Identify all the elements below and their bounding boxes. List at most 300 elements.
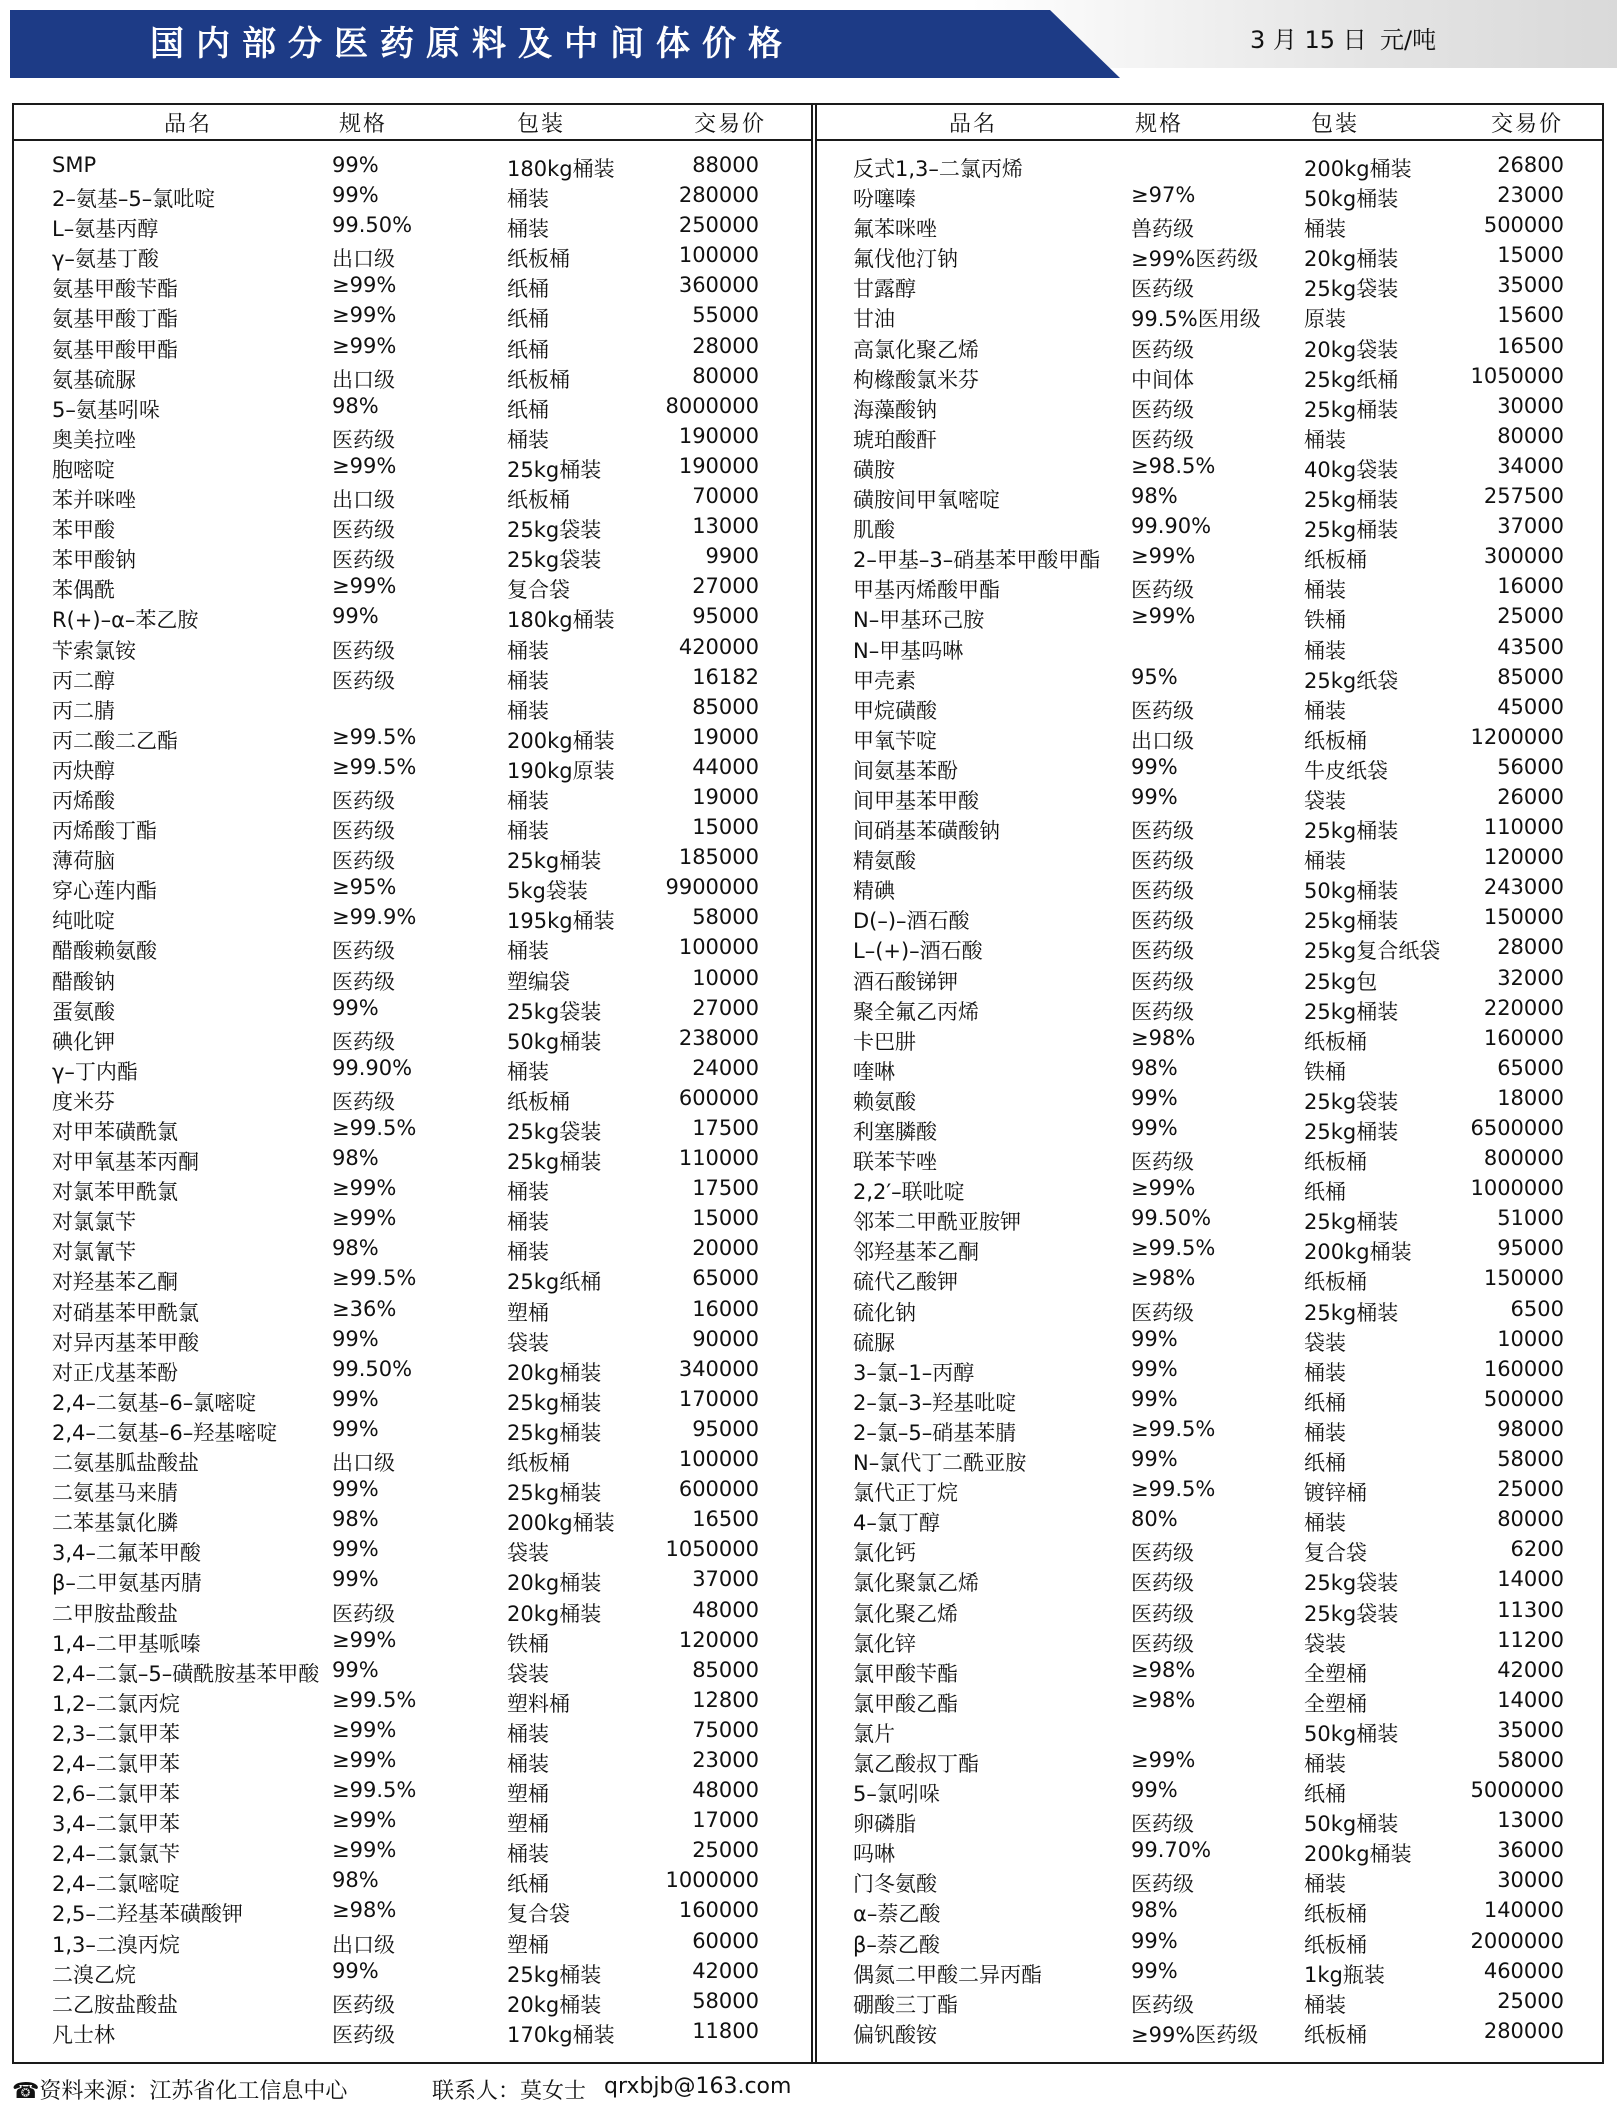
product-name: 联苯苄唑 — [853, 1150, 937, 1175]
product-name: L–(+)–酒石酸 — [853, 939, 983, 964]
table-row — [14, 1806, 811, 1836]
product-name: 3,4–二氟苯甲酸 — [52, 1541, 201, 1566]
product-name: 薄荷脑 — [52, 849, 115, 874]
product-spec: 中间体 — [1131, 367, 1194, 392]
product-spec: ≥99% — [1131, 544, 1196, 569]
product-name: 偶氮二甲酸二异丙酯 — [853, 1962, 1042, 1987]
product-name: 邻羟基苯乙酮 — [853, 1240, 979, 1265]
product-price: 30000 — [1497, 393, 1564, 418]
product-package: 桶装 — [1304, 1872, 1346, 1897]
table-row — [14, 813, 811, 843]
product-price: 500000 — [1483, 1386, 1564, 1411]
product-spec: 医药级 — [1131, 1571, 1194, 1596]
product-package: 180kg桶装 — [507, 157, 615, 181]
product-name: 1,3–二溴丙烷 — [52, 1932, 180, 1957]
product-spec: 99.70% — [1131, 1838, 1212, 1863]
product-name: 1,2–二氯丙烷 — [52, 1691, 180, 1716]
product-name: 苯偶酰 — [52, 578, 115, 603]
product-package: 纸板桶 — [507, 367, 570, 392]
product-price: 120000 — [1483, 845, 1564, 870]
table-row — [817, 1716, 1604, 1746]
table-row — [14, 964, 811, 994]
product-name: 2,4–二氯嘧啶 — [52, 1872, 180, 1897]
product-price: 15000 — [692, 815, 759, 840]
product-spec: 99% — [1131, 784, 1178, 809]
product-name: 2,2′–联吡啶 — [853, 1180, 965, 1205]
product-name: 度米芬 — [52, 1089, 115, 1114]
product-spec: 医药级 — [1131, 1300, 1194, 1325]
product-package: 纸板桶 — [1304, 1932, 1367, 1957]
product-spec: 医药级 — [332, 548, 395, 573]
product-name: 间甲基苯甲酸 — [853, 788, 979, 813]
product-spec: 医药级 — [332, 969, 395, 994]
product-price: 51000 — [1497, 1206, 1564, 1231]
product-name: 苄索氯铵 — [52, 638, 136, 663]
product-spec: ≥99.5% — [332, 1687, 417, 1712]
product-name: 门冬氨酸 — [853, 1872, 937, 1897]
table-row — [817, 362, 1604, 392]
product-package: 纸板桶 — [507, 247, 570, 272]
table-row — [14, 1776, 811, 1806]
product-price: 120000 — [678, 1627, 759, 1652]
product-package: 50kg桶装 — [1304, 1721, 1399, 1746]
product-name: 甲基丙烯酸甲酯 — [853, 578, 1000, 603]
product-name: N–甲基吗啉 — [853, 638, 964, 663]
product-name: β–二甲氨基丙腈 — [52, 1571, 202, 1596]
product-name: 丙二腈 — [52, 698, 115, 723]
product-price: 27000 — [692, 574, 759, 599]
product-price: 95000 — [1497, 1236, 1564, 1261]
product-name: 肌酸 — [853, 518, 895, 543]
table-row — [817, 1776, 1604, 1806]
table-row — [817, 211, 1604, 241]
product-package: 桶装 — [1304, 1511, 1346, 1536]
product-name: 二甲胺盐酸盐 — [52, 1601, 178, 1626]
product-name: 间硝基苯磺酸钠 — [853, 819, 1000, 844]
price-unit: 元/吨 — [1380, 26, 1437, 54]
product-spec: 98% — [332, 1146, 379, 1171]
product-package: 桶装 — [1304, 1360, 1346, 1385]
table-row — [14, 1295, 811, 1325]
product-name: 丙烯酸 — [52, 788, 115, 813]
table-row — [14, 1987, 811, 2017]
product-price: 24000 — [692, 1055, 759, 1080]
product-price: 85000 — [1497, 664, 1564, 689]
table-row — [817, 512, 1604, 542]
product-package: 袋装 — [507, 1330, 549, 1355]
col-header-price: 交易价 — [694, 112, 767, 137]
product-spec: ≥99% — [332, 333, 397, 358]
product-name: 氨基甲酸甲酯 — [52, 337, 178, 362]
product-spec: ≥99% — [332, 1747, 397, 1772]
product-spec: 99% — [332, 1657, 379, 1682]
product-spec: ≥99% — [332, 574, 397, 599]
product-price: 98000 — [1497, 1416, 1564, 1441]
product-package: 桶装 — [1304, 638, 1346, 663]
table-row — [14, 1114, 811, 1144]
product-name: 2–氨基–5–氯吡啶 — [52, 187, 216, 212]
product-spec: 医药级 — [332, 849, 395, 874]
contact-note: 联系人：莫女士 — [432, 2079, 587, 2104]
table-row — [14, 1234, 811, 1264]
product-name: 醋酸钠 — [52, 969, 115, 994]
product-name: 硫脲 — [853, 1330, 895, 1355]
product-package: 袋装 — [1304, 1330, 1346, 1355]
product-spec: 医药级 — [332, 427, 395, 452]
product-price: 170000 — [678, 1386, 759, 1411]
product-price: 10000 — [692, 965, 759, 990]
product-spec: ≥99% — [332, 1206, 397, 1231]
product-spec: 医药级 — [1131, 879, 1194, 904]
product-name: 卡巴肼 — [853, 1029, 916, 1054]
product-name: 高氯化聚乙烯 — [853, 337, 979, 362]
product-price: 17500 — [692, 1116, 759, 1140]
product-package: 复合袋 — [1304, 1541, 1367, 1566]
product-price: 190000 — [678, 423, 759, 448]
product-name: 2–氯–3–羟基吡啶 — [853, 1390, 1017, 1415]
product-package: 190kg原装 — [507, 758, 615, 783]
product-package: 180kg桶装 — [507, 608, 615, 633]
table-row — [14, 542, 811, 572]
table-row — [14, 1024, 811, 1054]
product-name: 甲氧苄啶 — [853, 728, 937, 753]
product-price: 14000 — [1497, 1687, 1564, 1712]
table-row — [14, 1866, 811, 1896]
product-spec: 99.50% — [332, 1356, 413, 1381]
product-name: 对氯苯甲酰氯 — [52, 1180, 178, 1205]
product-spec: 医药级 — [1131, 1812, 1194, 1837]
table-row — [14, 873, 811, 903]
product-package: 25kg桶装 — [1304, 999, 1399, 1024]
product-spec: 兽药级 — [1131, 217, 1194, 242]
product-price: 9900000 — [665, 875, 759, 900]
product-name: 琥珀酸酐 — [853, 427, 937, 452]
product-spec: ≥99% — [332, 1717, 397, 1742]
product-spec: 80% — [1131, 1507, 1178, 1532]
product-price: 16500 — [692, 1507, 759, 1532]
product-price: 25000 — [1497, 1477, 1564, 1502]
table-row — [817, 1264, 1604, 1294]
product-package: 50kg桶装 — [1304, 187, 1399, 212]
product-spec: ≥97% — [1131, 183, 1196, 208]
product-package: 纸桶 — [1304, 1451, 1346, 1476]
product-spec: 98% — [332, 1868, 379, 1893]
product-price: 34000 — [1497, 453, 1564, 478]
product-name: 3,4–二氯甲苯 — [52, 1812, 180, 1837]
table-row — [14, 362, 811, 392]
table-row — [817, 1505, 1604, 1535]
table-row — [14, 301, 811, 331]
product-package: 25kg桶装 — [507, 1390, 602, 1415]
product-spec: ≥98% — [1131, 1657, 1196, 1682]
report-date: 3 月 15 日 — [1250, 26, 1367, 54]
product-package: 桶装 — [1304, 849, 1346, 874]
product-price: 15000 — [692, 1206, 759, 1231]
product-spec: 出口级 — [332, 488, 395, 513]
table-row — [14, 241, 811, 271]
product-price: 55000 — [692, 303, 759, 328]
product-spec: 出口级 — [332, 247, 395, 272]
product-package: 20kg桶装 — [507, 1992, 602, 2017]
product-package: 袋装 — [1304, 1631, 1346, 1656]
product-price: 190000 — [678, 453, 759, 478]
product-price: 360000 — [678, 273, 759, 298]
product-package: 镀锌桶 — [1304, 1481, 1367, 1506]
product-price: 5000000 — [1470, 1778, 1564, 1803]
product-spec: ≥99% — [332, 453, 397, 478]
product-package: 50kg桶装 — [1304, 1812, 1399, 1837]
product-package: 桶装 — [1304, 427, 1346, 452]
product-spec: ≥99.5% — [1131, 1236, 1216, 1261]
product-package: 25kg纸袋 — [1304, 668, 1399, 693]
product-package: 纸桶 — [507, 1872, 549, 1897]
product-name: 海藻酸钠 — [853, 397, 937, 422]
table-row — [14, 422, 811, 452]
product-name: β–萘乙酸 — [853, 1932, 940, 1957]
table-row — [817, 271, 1604, 301]
product-name: 2,3–二氯甲苯 — [52, 1721, 180, 1746]
product-name: 二氨基马来腈 — [52, 1481, 178, 1506]
product-spec: 99% — [1131, 1116, 1178, 1140]
product-name: 聚全氟乙丙烯 — [853, 999, 979, 1024]
product-package: 牛皮纸袋 — [1304, 758, 1388, 783]
right-table — [817, 105, 1604, 2062]
product-price: 280000 — [678, 183, 759, 208]
product-spec: 医药级 — [1131, 849, 1194, 874]
product-spec: 99% — [1131, 754, 1178, 779]
product-price: 43500 — [1497, 634, 1564, 659]
product-spec: 99% — [332, 604, 379, 629]
product-spec: 99% — [1131, 1386, 1178, 1411]
product-price: 340000 — [678, 1356, 759, 1381]
table-row — [14, 1626, 811, 1656]
product-price: 85000 — [692, 694, 759, 719]
product-price: 36000 — [1497, 1838, 1564, 1863]
product-spec: 医药级 — [1131, 909, 1194, 934]
product-name: N–甲基环己胺 — [853, 608, 985, 633]
product-price: 42000 — [1497, 1657, 1564, 1682]
table-row — [817, 1445, 1604, 1475]
product-spec: 99% — [332, 1386, 379, 1411]
product-price: 11300 — [1497, 1597, 1564, 1622]
product-spec: 99% — [332, 1477, 379, 1502]
product-package: 25kg桶装 — [507, 1420, 602, 1445]
table-row — [14, 512, 811, 542]
page-header — [0, 0, 1617, 82]
table-row — [14, 181, 811, 211]
product-spec: ≥99.5% — [332, 1116, 417, 1140]
product-name: 3–氯–1–丙醇 — [853, 1360, 975, 1385]
product-package: 25kg袋装 — [507, 999, 602, 1024]
table-row — [14, 1896, 811, 1926]
table-row — [14, 452, 811, 482]
product-spec: 99% — [332, 1326, 379, 1351]
product-name: 5–氯吲哚 — [853, 1782, 940, 1807]
product-spec: ≥99% — [1131, 1747, 1196, 1772]
product-name: 氯甲酸乙酯 — [853, 1691, 958, 1716]
product-name: 硫化钠 — [853, 1300, 916, 1325]
product-spec: 医药级 — [1131, 427, 1194, 452]
product-spec: ≥99.5% — [332, 754, 417, 779]
product-name: 氯乙酸叔丁酯 — [853, 1751, 979, 1776]
product-spec: 99.50% — [1131, 1206, 1212, 1231]
product-price: 800000 — [1483, 1146, 1564, 1171]
table-row — [817, 783, 1604, 813]
product-spec: ≥36% — [332, 1296, 397, 1321]
product-package: 25kg袋装 — [1304, 1571, 1399, 1596]
product-spec: 医药级 — [1131, 1872, 1194, 1897]
product-price: 250000 — [678, 213, 759, 238]
product-package: 25kg纸桶 — [1304, 367, 1399, 392]
product-spec: 98% — [332, 1507, 379, 1532]
product-package: 袋装 — [507, 1661, 549, 1686]
table-row — [817, 633, 1604, 663]
product-price: 35000 — [1497, 1717, 1564, 1742]
product-price: 56000 — [1497, 754, 1564, 779]
table-row — [14, 1264, 811, 1294]
product-name: 二溴乙烷 — [52, 1962, 136, 1987]
product-price: 23000 — [1497, 183, 1564, 208]
product-price: 20000 — [692, 1236, 759, 1261]
product-name: 奥美拉唑 — [52, 427, 136, 452]
product-name: 枸橼酸氯米芬 — [853, 367, 979, 392]
product-spec: 医药级 — [1131, 969, 1194, 994]
product-price: 110000 — [678, 1146, 759, 1171]
product-name: 2,5–二羟基苯磺酸钾 — [52, 1902, 243, 1927]
table-row — [14, 1355, 811, 1385]
product-name: 卵磷脂 — [853, 1812, 916, 1837]
product-package: 25kg袋装 — [507, 548, 602, 573]
product-name: 凡士林 — [52, 2022, 115, 2047]
product-package: 全塑桶 — [1304, 1691, 1367, 1716]
product-price: 18000 — [1497, 1085, 1564, 1110]
product-package: 25kg袋装 — [1304, 1601, 1399, 1626]
product-price: 30000 — [1497, 1868, 1564, 1893]
product-price: 1050000 — [1470, 363, 1564, 388]
product-price: 17500 — [692, 1176, 759, 1201]
product-name: 甲烷磺酸 — [853, 698, 937, 723]
product-package: 25kg桶装 — [1304, 819, 1399, 844]
product-name: 二苯基氯化膦 — [52, 1511, 178, 1536]
table-row — [817, 1385, 1604, 1415]
product-name: SMP — [52, 153, 97, 177]
product-spec: ≥99% — [332, 1808, 397, 1833]
table-row — [14, 1716, 811, 1746]
product-package: 袋装 — [507, 1541, 549, 1566]
table-row — [817, 1746, 1604, 1776]
table-row — [817, 1144, 1604, 1174]
product-price: 140000 — [1483, 1898, 1564, 1923]
product-price: 160000 — [678, 1898, 759, 1923]
product-name: 对氯氰苄 — [52, 1240, 136, 1265]
product-price: 1000000 — [1470, 1176, 1564, 1201]
product-spec: 出口级 — [332, 1451, 395, 1476]
product-price: 28000 — [1497, 935, 1564, 960]
product-package: 复合袋 — [507, 578, 570, 603]
product-spec: ≥98.5% — [1131, 453, 1216, 478]
product-name: 4–氯丁醇 — [853, 1511, 940, 1536]
product-name: 对羟基苯乙酮 — [52, 1270, 178, 1295]
table-row — [14, 1054, 811, 1084]
product-package: 纸桶 — [1304, 1180, 1346, 1205]
product-name: 对氯氯苄 — [52, 1210, 136, 1235]
table-row — [14, 332, 811, 362]
product-spec: 医药级 — [1131, 1601, 1194, 1626]
product-name: 2–氯–5–硝基苯腈 — [853, 1420, 1017, 1445]
product-name: 胞嘧啶 — [52, 457, 115, 482]
product-name: 蛋氨酸 — [52, 999, 115, 1024]
product-spec: 出口级 — [332, 1932, 395, 1957]
table-row — [14, 723, 811, 753]
product-package: 桶装 — [507, 939, 549, 964]
product-package: 200kg桶装 — [1304, 1842, 1412, 1867]
product-spec: 98% — [1131, 484, 1178, 509]
product-price: 80000 — [1497, 423, 1564, 448]
product-price: 15600 — [1497, 303, 1564, 328]
table-row — [14, 753, 811, 783]
product-package: 桶装 — [1304, 217, 1346, 242]
product-spec: ≥99% — [1131, 1176, 1196, 1201]
product-name: 2,4–二氨基–6–氯嘧啶 — [52, 1390, 257, 1415]
table-row — [14, 663, 811, 693]
table-row — [817, 1866, 1604, 1896]
product-package: 桶装 — [1304, 1420, 1346, 1445]
product-spec: ≥98% — [1131, 1266, 1196, 1291]
product-name: 氯甲酸苄酯 — [853, 1661, 958, 1686]
product-package: 25kg袋装 — [1304, 277, 1399, 302]
product-price: 19000 — [692, 784, 759, 809]
source-note: ☎资料来源：江苏省化工信息中心 — [12, 2079, 348, 2104]
product-package: 40kg袋装 — [1304, 457, 1399, 482]
product-package: 桶装 — [507, 638, 549, 663]
product-price: 58000 — [692, 905, 759, 930]
product-price: 150000 — [1483, 1266, 1564, 1291]
product-price: 100000 — [678, 243, 759, 268]
product-package: 25kg袋装 — [507, 518, 602, 543]
product-package: 纸板桶 — [1304, 728, 1367, 753]
product-name: 丙炔醇 — [52, 758, 115, 783]
product-price: 45000 — [1497, 694, 1564, 719]
product-price: 11800 — [692, 2018, 759, 2043]
product-name: 氯片 — [853, 1721, 895, 1746]
product-name: 对硝基苯甲酰氯 — [52, 1300, 199, 1325]
product-spec: 医药级 — [332, 1992, 395, 2017]
product-name: 苯甲酸钠 — [52, 548, 136, 573]
product-spec: 99% — [1131, 1958, 1178, 1983]
product-package: 25kg桶装 — [1304, 397, 1399, 422]
product-spec: 99.50% — [332, 213, 413, 238]
product-package: 纸桶 — [1304, 1782, 1346, 1807]
product-spec: 医药级 — [332, 1029, 395, 1054]
table-row — [817, 873, 1604, 903]
table-row — [817, 1295, 1604, 1325]
product-name: 纯吡啶 — [52, 909, 115, 934]
product-spec: 医药级 — [1131, 1992, 1194, 2017]
product-price: 16000 — [692, 1296, 759, 1321]
product-package: 桶装 — [1304, 1751, 1346, 1776]
product-spec: 99% — [332, 995, 379, 1020]
table-row — [817, 1204, 1604, 1234]
product-package: 桶装 — [507, 1210, 549, 1235]
product-package: 50kg桶装 — [1304, 879, 1399, 904]
product-package: 纸板桶 — [1304, 1150, 1367, 1175]
table-row — [14, 693, 811, 723]
product-spec: 医药级 — [1131, 337, 1194, 362]
product-price: 35000 — [1497, 273, 1564, 298]
table-row — [817, 1686, 1604, 1716]
product-name: 磺胺间甲氧嘧啶 — [853, 488, 1000, 513]
product-package: 纸桶 — [1304, 1390, 1346, 1415]
